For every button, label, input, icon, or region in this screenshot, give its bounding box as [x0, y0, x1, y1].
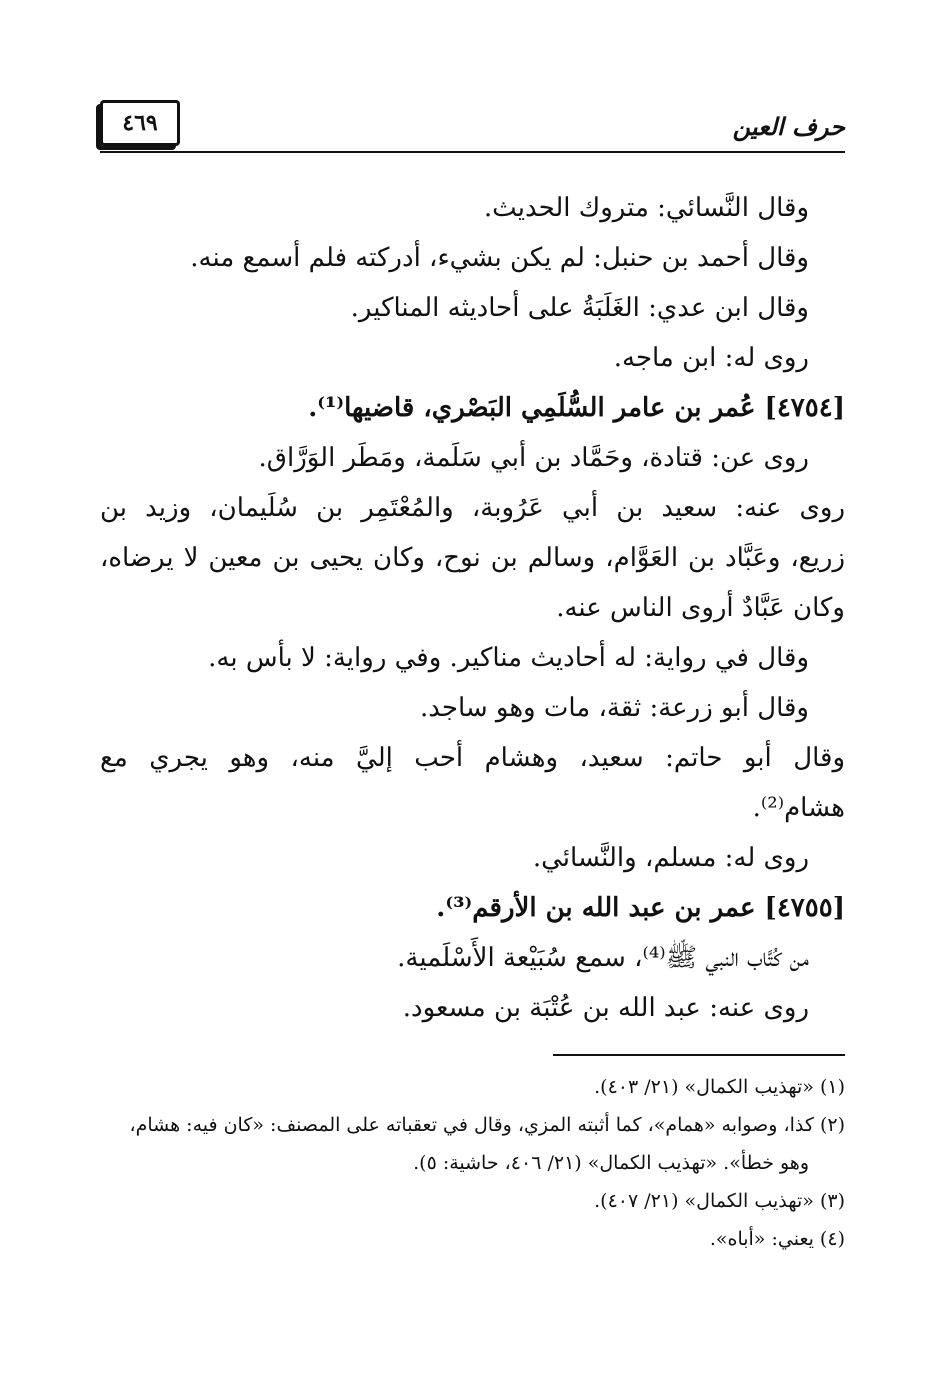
text-line: من كُتَّاب النبي ﷺ⁽⁴⁾، سمع سُبَيْعة الأَسْلَمية.	[397, 943, 809, 973]
page-number-box	[100, 100, 180, 146]
text-line: هشام⁽²⁾.	[752, 793, 845, 823]
text-line: روى له: مسلم، والنَّسائي.	[532, 843, 809, 873]
text-line: وقال أحمد بن حنبل: لم يكن بشيء، أدركته فلم أسمع منه.	[190, 243, 809, 273]
text-line: روى عن: قتادة، وحَمَّاد بن أبي سَلَمة، ومَطَر الوَرَّاق.	[258, 443, 809, 473]
text-line: وقال النَّسائي: متروك الحديث.	[483, 193, 809, 223]
text-line: وكان عَبَّادٌ أروى الناس عنه.	[556, 593, 845, 623]
header-rule	[100, 151, 845, 153]
entry-heading: [٤٧٥٥] عمر بن عبد الله بن الأرقم⁽³⁾.	[436, 893, 845, 923]
footnote: (١) «تهذيب الكمال» (٢١/ ٤٠٣).	[594, 1076, 845, 1098]
footnotes	[100, 1068, 845, 1258]
footnote: (٣) «تهذيب الكمال» (٢١/ ٤٠٧).	[594, 1190, 845, 1212]
entry-heading: [٤٧٥٤] عُمر بن عامر السُّلَمِي البَصْري، قاضيها⁽¹⁾.	[308, 393, 845, 423]
footnote: (٢) كذا، وصوابه «همام»، كما أثبته المزي، وقال في تعقباته على المصنف: «كان فيه: هشام،	[129, 1114, 845, 1136]
footnote-continuation: وهو خطأ». «تهذيب الكمال» (٢١/ ٤٠٦، حاشية: ٥).	[413, 1152, 809, 1174]
text-line: روى عنه: عبد الله بن عُتْبَة بن مسعود.	[402, 993, 809, 1023]
body-text	[100, 183, 845, 1033]
text-line: روى عنه: سعيد بن أبي عَرُوبة، والمُعْتَمِر بن سُلَيمان، وزيد بن	[100, 493, 845, 523]
text-line: وقال في رواية: له أحاديث مناكير. وفي رواية: لا بأس به.	[208, 643, 809, 673]
text-line: وقال أبو حاتم: سعيد، وهشام أحب إليَّ منه، وهو يجري مع	[100, 743, 845, 773]
footnote: (٤) يعني: «أباه».	[709, 1228, 845, 1250]
text-line: روى له: ابن ماجه.	[613, 343, 809, 373]
footnote-rule	[553, 1054, 845, 1056]
text-line: وقال أبو زرعة: ثقة، مات وهو ساجد.	[419, 693, 809, 723]
page-number: ٤٦٩	[122, 110, 158, 136]
text-line: زريع، وعَبَّاد بن العَوَّام، وسالم بن نوح، وكان يحيى بن معين لا يرضاه،	[100, 543, 845, 573]
running-title: حرف العين	[732, 112, 845, 141]
text-line: وقال ابن عدي: الغَلَبَةُ على أحاديثه المناكير.	[350, 293, 809, 323]
